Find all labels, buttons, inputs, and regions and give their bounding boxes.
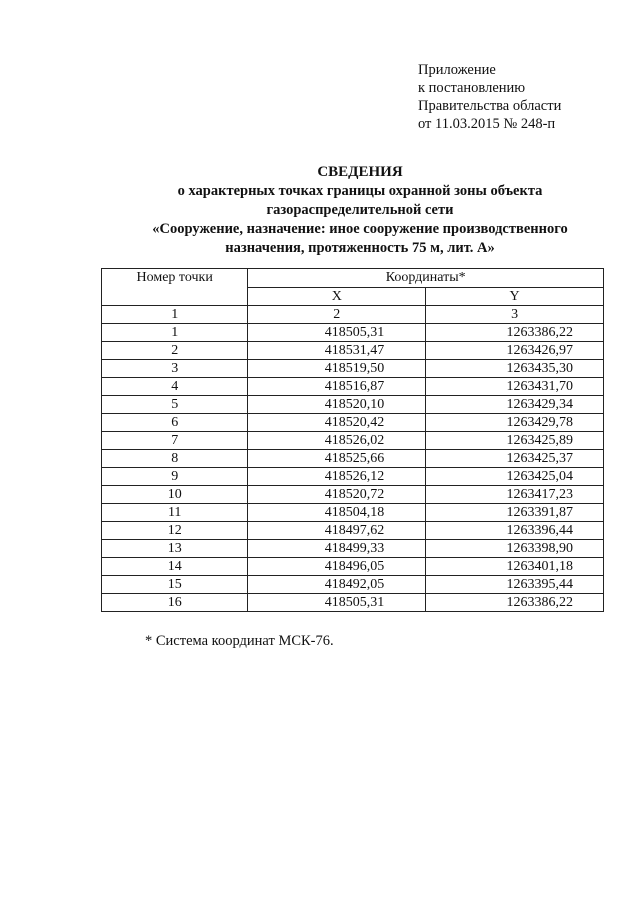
point-cell: 8 — [102, 450, 248, 468]
header-coordinates: Координаты* — [248, 269, 604, 288]
point-cell: 9 — [102, 468, 248, 486]
table-row — [102, 504, 604, 522]
column-number: 2 — [248, 306, 426, 324]
title-line: газораспределительной сети — [266, 202, 454, 218]
x-cell: 418520,42 — [248, 414, 426, 432]
point-cell: 6 — [102, 414, 248, 432]
table-row — [102, 576, 604, 594]
header-y: Y — [426, 287, 604, 306]
x-cell: 418492,05 — [248, 576, 426, 594]
y-cell: 1263395,44 — [426, 576, 604, 594]
y-cell: 1263391,87 — [426, 504, 604, 522]
y-cell: 1263386,22 — [426, 324, 604, 342]
title-main: СВЕДЕНИЯ — [317, 164, 403, 180]
title-line: «Сооружение, назначение: иное сооружение производственного — [152, 221, 568, 237]
column-number: 1 — [102, 306, 248, 324]
x-cell: 418505,31 — [248, 324, 426, 342]
table-row — [102, 396, 604, 414]
appendix-line: к постановлению — [418, 80, 526, 96]
appendix-reference — [418, 61, 561, 133]
x-cell: 418496,05 — [248, 558, 426, 576]
table-row — [102, 324, 604, 342]
table-row — [102, 414, 604, 432]
y-cell: 1263429,78 — [426, 414, 604, 432]
point-cell: 16 — [102, 594, 248, 612]
point-cell: 13 — [102, 540, 248, 558]
x-cell: 418499,33 — [248, 540, 426, 558]
x-cell: 418526,02 — [248, 432, 426, 450]
y-cell: 1263396,44 — [426, 522, 604, 540]
point-cell: 2 — [102, 342, 248, 360]
point-cell: 4 — [102, 378, 248, 396]
title-line: назначения, протяженность 75 м, лит. А» — [225, 240, 495, 256]
appendix-line: Приложение — [418, 62, 496, 78]
table-row — [102, 540, 604, 558]
table-row — [102, 486, 604, 504]
column-number: 3 — [426, 306, 604, 324]
y-cell: 1263398,90 — [426, 540, 604, 558]
coordinates-table — [101, 268, 604, 612]
point-cell: 5 — [102, 396, 248, 414]
x-cell: 418526,12 — [248, 468, 426, 486]
y-cell: 1263429,34 — [426, 396, 604, 414]
table-row — [102, 378, 604, 396]
x-cell: 418516,87 — [248, 378, 426, 396]
header-x: X — [248, 287, 426, 306]
point-cell: 3 — [102, 360, 248, 378]
table-row — [102, 468, 604, 486]
point-cell: 12 — [102, 522, 248, 540]
y-cell: 1263425,04 — [426, 468, 604, 486]
point-cell: 15 — [102, 576, 248, 594]
x-cell: 418497,62 — [248, 522, 426, 540]
y-cell: 1263386,22 — [426, 594, 604, 612]
table-row — [102, 522, 604, 540]
table-row — [102, 594, 604, 612]
point-cell: 7 — [102, 432, 248, 450]
table-row — [102, 432, 604, 450]
document-title — [130, 163, 590, 258]
y-cell: 1263401,18 — [426, 558, 604, 576]
y-cell: 1263425,89 — [426, 432, 604, 450]
x-cell: 418531,47 — [248, 342, 426, 360]
y-cell: 1263431,70 — [426, 378, 604, 396]
y-cell: 1263417,23 — [426, 486, 604, 504]
table-row — [102, 342, 604, 360]
table-row — [102, 558, 604, 576]
x-cell: 418525,66 — [248, 450, 426, 468]
x-cell: 418505,31 — [248, 594, 426, 612]
appendix-line: от 11.03.2015 № 248-п — [418, 116, 556, 132]
x-cell: 418519,50 — [248, 360, 426, 378]
coordinate-system-footnote: * Система координат МСК-76. — [145, 633, 334, 649]
point-cell: 14 — [102, 558, 248, 576]
point-cell: 11 — [102, 504, 248, 522]
appendix-line: Правительства области — [418, 98, 562, 114]
point-cell: 10 — [102, 486, 248, 504]
y-cell: 1263426,97 — [426, 342, 604, 360]
y-cell: 1263435,30 — [426, 360, 604, 378]
title-line: о характерных точках границы охранной зоны объекта — [177, 183, 543, 199]
x-cell: 418520,72 — [248, 486, 426, 504]
x-cell: 418504,18 — [248, 504, 426, 522]
table-row — [102, 450, 604, 468]
x-cell: 418520,10 — [248, 396, 426, 414]
point-cell: 1 — [102, 324, 248, 342]
table-row — [102, 360, 604, 378]
header-point-number: Номер точки — [102, 269, 248, 306]
y-cell: 1263425,37 — [426, 450, 604, 468]
